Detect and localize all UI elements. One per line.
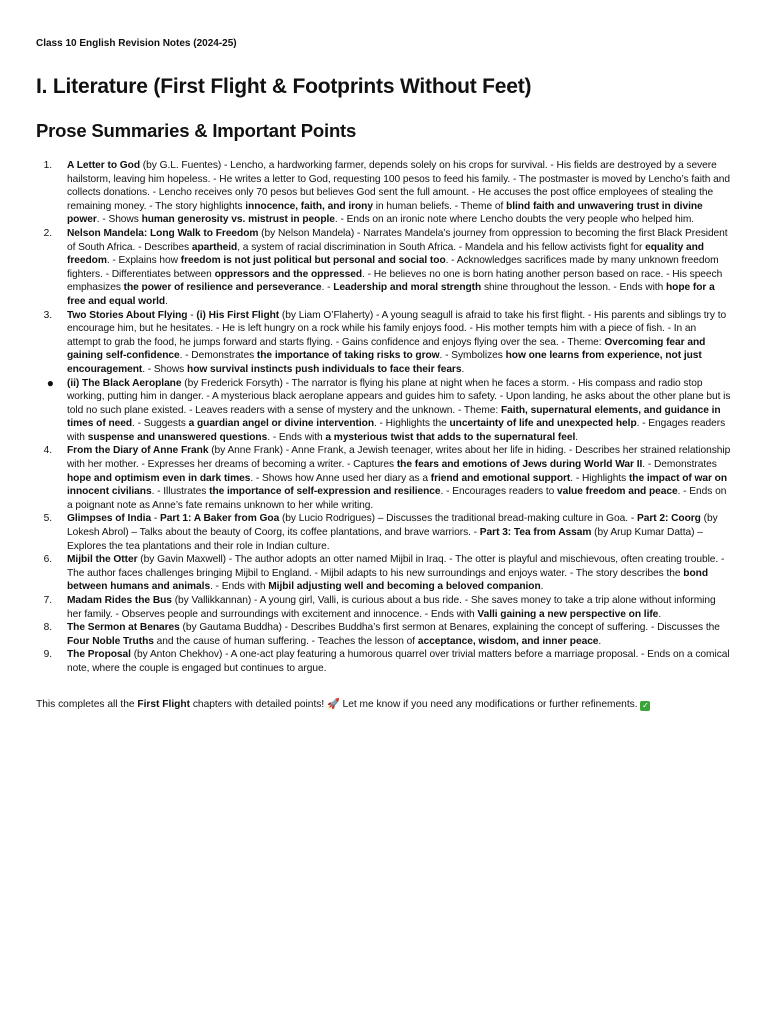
- list-item: [36, 377, 732, 445]
- body-text: .: [165, 295, 168, 307]
- emphasis-text: Mijbil adjusting well and becoming a beloved companion: [268, 581, 541, 593]
- emphasis-text: From the Diary of Anne Frank: [67, 445, 209, 457]
- emphasis-text: equality and freedom: [67, 241, 704, 267]
- body-text: . - Shows how Anne used her diary as a: [250, 472, 431, 484]
- body-text: . - Demonstrates: [179, 350, 257, 362]
- body-text: -: [187, 309, 197, 321]
- body-text: .: [658, 608, 662, 620]
- body-text: in human beliefs. - Theme of: [372, 200, 507, 212]
- bullet-marker: ●: [46, 375, 54, 390]
- list-number: 8.: [43, 622, 52, 634]
- document-header: Class 10 English Revision Notes (2024-25): [36, 38, 237, 49]
- emphasis-text: the fears and emotions of Jews during World War II: [396, 459, 643, 471]
- emphasis-text: suspense and unanswered questions: [87, 431, 268, 443]
- list-item: [36, 309, 732, 377]
- list-item: [36, 444, 732, 512]
- closing-note-bold: First Flight: [137, 698, 190, 710]
- emphasis-text: Valli gaining a new perspective on life: [477, 608, 659, 620]
- emphasis-text: hope for a free and equal world: [67, 282, 715, 307]
- emphasis-text: Glimpses of India: [67, 513, 152, 525]
- body-text: (by Anton Chekhov) - A one-act play featuring a humorous quarrel over trivial matters before a marriage proposal. - Ends on a comical note, where the couple is engaged but continues to argue.: [67, 649, 730, 674]
- list-number: 4.: [43, 445, 52, 457]
- emphasis-text: Part 1: A Baker from Goa: [159, 513, 280, 525]
- emphasis-text: Overcoming fear and gaining self-confidence: [67, 336, 706, 362]
- emphasis-text: (ii) The Black Aeroplane: [67, 377, 182, 389]
- emphasis-text: Two Stories About Flying: [67, 309, 188, 321]
- body-text: . - Engages readers with: [67, 418, 726, 443]
- list-item: [36, 648, 732, 675]
- emphasis-text: a guardian angel or divine intervention: [188, 418, 374, 430]
- body-text: . - Ends with: [267, 431, 326, 443]
- body-text: -: [151, 513, 160, 525]
- body-text: .: [461, 363, 465, 375]
- emphasis-text: innocence, faith, and irony: [245, 200, 373, 212]
- body-text: (by Gautama Buddha) - Describes Buddha’s first sermon at Benares, explaining the concept of suffering. - Discusses the: [179, 622, 720, 634]
- emphasis-text: apartheid: [191, 241, 238, 253]
- emphasis-text: hope and optimism even in dark times: [67, 472, 251, 484]
- emphasis-text: a mysterious twist that adds to the supernatural feel: [325, 431, 576, 443]
- body-text: . - Shows: [96, 214, 142, 226]
- body-text: (by Vallikkannan) - A young girl, Valli, is curious about a bus ride. - She saves money to take a trip alone without informing her family. - Observes people and surroundings with excitement and innocence. - Ends with: [67, 595, 716, 620]
- body-text: shine throughout the lesson. - Ends with: [481, 282, 666, 294]
- body-text: (by G.L. Fuentes) - Lencho, a hardworking farmer, depends solely on his crops for survival. - His fields are destroyed by a severe hailstorm, leaving him hopeless. - He writes a letter to God, requesting 100 pesos to feed his family. - The postmaster is moved by Lencho’s faith and collects donations. - Lencho receives only 70 pesos but believes God sent the full amount. - He accuses the post office employees of stealing the remaining money. - The story highlights: [67, 160, 730, 212]
- body-text: .: [540, 581, 544, 593]
- list-item: [36, 594, 732, 621]
- list-item: [36, 227, 732, 309]
- body-text: (by Gavin Maxwell) - The author adopts an otter named Mijbil in Iraq. - The otter is playful and mischievous, often creating trouble. - The author faces challenges bringing Mijbil to England. - Mijbil adapts to his new surroundings and enjoys water. - The story describes the: [67, 554, 725, 579]
- body-text: . - Shows: [142, 363, 188, 375]
- body-text: . - Highlights: [570, 472, 629, 484]
- emphasis-text: Leadership and moral strength: [333, 282, 482, 294]
- list-number: 7.: [43, 595, 52, 606]
- emphasis-text: Madam Rides the Bus: [67, 595, 172, 606]
- section-title: I. Literature (First Flight & Footprints Without Feet): [36, 75, 532, 98]
- emphasis-text: Faith, supernatural elements, and guidance in times of need: [67, 404, 721, 430]
- list-number: 5.: [43, 513, 52, 525]
- list-number: 3.: [43, 309, 52, 321]
- body-text: . - Ends with: [210, 581, 269, 593]
- sub-title: Prose Summaries & Important Points: [36, 120, 357, 141]
- body-text: . - Explains how: [106, 255, 181, 267]
- emphasis-text: oppressors and the oppressed: [214, 268, 363, 280]
- emphasis-text: acceptance, wisdom, and inner peace: [417, 635, 599, 647]
- list-number: 1.: [43, 160, 52, 171]
- emphasis-text: the importance of taking risks to grow: [256, 350, 440, 362]
- emphasis-text: how survival instincts push individuals to face their fears: [187, 363, 462, 375]
- check-icon: ✓: [642, 700, 649, 710]
- emphasis-text: the power of resilience and perseverance: [123, 282, 322, 294]
- emphasis-text: (i) His First Flight: [196, 309, 280, 321]
- body-text: . - Encourages readers to: [440, 486, 558, 498]
- list-item: [36, 512, 732, 553]
- body-text: , a system of racial discrimination in South Africa. - Mandela and his fellow activists fight for: [237, 241, 646, 253]
- emphasis-text: Part 2: Coorg: [636, 513, 701, 525]
- list-number: 2.: [43, 227, 52, 239]
- body-text: . - Demonstrates: [642, 459, 717, 471]
- body-text: . - Ends on an ironic note where Lencho doubts the very people who helped him.: [334, 214, 695, 226]
- body-text: (by Lucio Rodrigues) – Discusses the traditional bread-making culture in Goa. -: [279, 513, 637, 525]
- closing-note: [36, 698, 732, 712]
- body-text: (by Arup Kumar Datta) – Explores the tea plantations and their role in Indian culture.: [67, 527, 703, 552]
- body-text: and the cause of human suffering. - Teaches the lesson of: [153, 635, 418, 647]
- list-item: [36, 553, 732, 594]
- emphasis-text: the importance of self-expression and resilience: [209, 486, 441, 498]
- summary-list: [36, 159, 732, 676]
- list-number: 9.: [43, 649, 52, 661]
- body-text: (by Anne Frank) - Anne Frank, a Jewish teenager, writes about her life in hiding. - Describes her strained relationship with her mother. - Expresses her dreams of becoming a writer. - Captures: [67, 445, 731, 471]
- emphasis-text: A Letter to God: [67, 160, 141, 171]
- emphasis-text: blind faith and unwavering trust in divine power: [67, 200, 703, 226]
- list-item: [36, 159, 732, 227]
- body-text: (by Lokesh Abrol) – Talks about the beauty of Coorg, its coffee plantations, and brave warriors. -: [67, 513, 718, 539]
- emphasis-text: The Proposal: [67, 649, 131, 661]
- closing-note-text: This completes all the: [36, 698, 138, 710]
- emphasis-text: human generosity vs. mistrust in people: [141, 214, 335, 226]
- emphasis-text: freedom is not just political but personal and social too: [180, 255, 446, 267]
- emphasis-text: Mijbil the Otter: [67, 554, 138, 566]
- emphasis-text: Nelson Mandela: Long Walk to Freedom: [67, 227, 259, 239]
- emphasis-text: Four Noble Truths: [67, 635, 154, 647]
- emphasis-text: friend and emotional support: [430, 472, 571, 484]
- list-number: 6.: [43, 554, 52, 566]
- emphasis-text: Part 3: Tea from Assam: [479, 527, 592, 539]
- body-text: . - Illustrates: [151, 486, 210, 498]
- body-text: . - Highlights the: [374, 418, 450, 430]
- emphasis-text: uncertainty of life and unexpected help: [449, 418, 637, 430]
- body-text: . - Ends on a poignant note as Anne’s fate remains unknown to her while writing.: [67, 486, 727, 511]
- emphasis-text: how one learns from experience, not just encouragement: [67, 350, 702, 375]
- emphasis-text: the impact of war on innocent civilians: [67, 472, 728, 498]
- body-text: (by Frederick Forsyth) - The narrator is flying his plane at night when he faces a storm. - His compass and radio stop working, putting him in danger. - A mysterious black aeroplane appears and guides him to safety. - Upon landing, he asks about the other plane but is told no such plane existed. - Leaves readers with a sense of mystery and the unknown. - Theme:: [67, 377, 731, 416]
- emphasis-text: The Sermon at Benares: [67, 622, 180, 634]
- emphasis-text: bond between humans and animals: [67, 567, 708, 593]
- body-text: (by Liam O’Flaherty) - A young seagull is afraid to take his first flight. - His parents and siblings try to encourage him, but he hesitates. - He is left hungry on a rock while his family enjoys food. - His mother tempts him with a piece of fish. - In an attempt to grab the food, he jumps forward and starts flying. - Gains confidence and enjoys flying over the sea. - Theme:: [67, 309, 727, 348]
- body-text: (by Nelson Mandela) - Narrates Mandela’s journey from oppression to becoming the first Black President of South Africa. - Describes: [67, 227, 728, 253]
- list-item: [36, 621, 732, 648]
- body-text: . -: [321, 282, 334, 294]
- body-text: . - Symbolizes: [439, 350, 506, 362]
- body-text: .: [598, 635, 602, 647]
- body-text: . - He believes no one is born hating another person based on race. - His speech emphasizes: [67, 268, 723, 294]
- body-text: .: [575, 431, 579, 443]
- closing-note-rest: chapters with detailed points! 🚀 Let me know if you need any modifications or further refinements.: [190, 698, 641, 710]
- body-text: . - Acknowledges sacrifices made by many unknown freedom fighters. - Differentiates between: [67, 255, 719, 280]
- emphasis-text: value freedom and peace: [557, 486, 678, 498]
- body-text: . - Suggests: [132, 418, 189, 430]
